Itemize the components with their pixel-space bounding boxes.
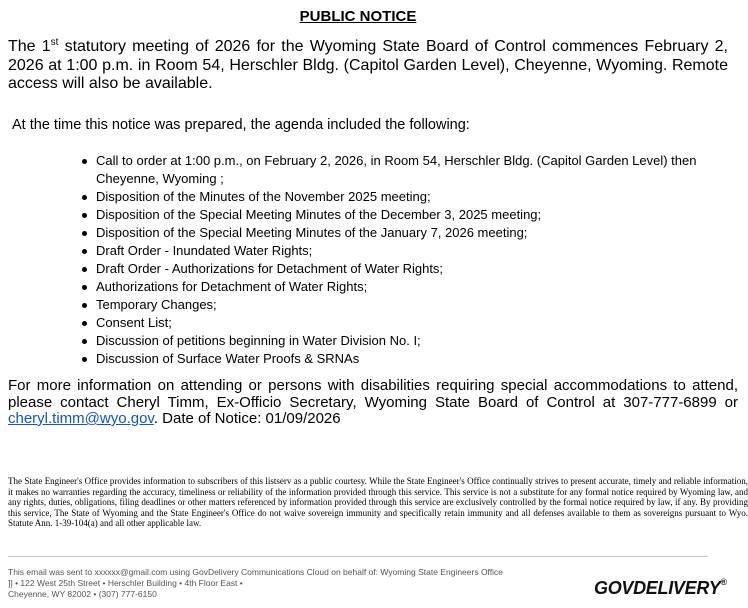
bullet: [82, 303, 87, 308]
bullet: [82, 285, 87, 290]
govdelivery-logo[interactable]: [594, 577, 727, 599]
logo-text: GOVDELIVERY: [594, 578, 721, 598]
agenda-item: [96, 224, 736, 242]
agenda-item: [96, 242, 736, 260]
bullet: [82, 249, 87, 254]
agenda-item-text: Disposition of the Special Meeting Minutes of the January 7, 2026 meeting;: [96, 225, 528, 240]
disclaimer: The State Engineer's Office provides information to subscribers of this listserv as a public courtesy. While the State Engineer's Office continually strives to present accurate, timely and reliable information, it makes no warranties regarding the accuracy, timeliness or reliability of the information provided through this service. This service is not a substitute for any formal notice required by Wyoming law, and any rights, duties, obligations, filing deadlines or other matters referenced by information provided through this service are exclusively controlled by the formal notice required by law, if any. By providing this service, The State of Wyoming and the State Engineer's Office do not waive sovereign immunity and specifically retain immunity and all defenses available to them as sovereigns pursuant to Wyo. Statute Ann. 1-39-104(a) and all other applicable law.: [8, 476, 748, 529]
agenda-item-text: Discussion of Surface Water Proofs & SRNAs: [96, 351, 360, 366]
agenda-item: [96, 278, 736, 296]
agenda-item-text: Disposition of the Minutes of the November 2025 meeting;: [96, 189, 431, 204]
agenda-item: [96, 332, 736, 350]
bullet: [82, 267, 87, 272]
agenda-item: [96, 296, 736, 314]
agenda-item-text: Authorizations for Detachment of Water Rights;: [96, 279, 368, 294]
bullet: [82, 321, 87, 326]
bullet: [82, 231, 87, 236]
intro-ordinal: st: [50, 37, 59, 48]
agenda-item-text: Draft Order - Authorizations for Detachment of Water Rights;: [96, 261, 444, 276]
registered-mark: ®: [720, 577, 727, 587]
contact-paragraph: [8, 378, 738, 428]
agenda-item: [96, 188, 736, 206]
notice-title: PUBLIC NOTICE: [299, 8, 417, 25]
agenda-item-text: Call to order at 1:00 p.m., on February 2, 2026, in Room 54, Herschler Bldg. (Capitol Garden Level) then Cheyenne, Wyoming ;: [96, 153, 697, 186]
intro-paragraph: [8, 38, 728, 94]
footer-divider: [8, 556, 708, 557]
agenda-item: [96, 206, 736, 224]
footer-line: ]] • 122 West 25th Street • Herschler Building • 4th Floor East •: [8, 578, 243, 588]
bullet: [82, 159, 87, 164]
notice-date: . Date of Notice: 01/09/2026: [153, 410, 341, 427]
agenda-item-text: Temporary Changes;: [96, 297, 217, 312]
agenda-item-text: Consent List;: [96, 315, 172, 330]
bullet: [82, 357, 87, 362]
agenda-item: [96, 314, 736, 332]
agenda-item-text: Disposition of the Special Meeting Minutes of the December 3, 2025 meeting;: [96, 207, 542, 222]
email-footer: [8, 567, 608, 600]
intro-text-start: The 1: [8, 38, 51, 55]
agenda-item-text: Discussion of petitions beginning in Water Division No. I;: [96, 333, 421, 348]
agenda-item: [96, 152, 736, 188]
footer-line: Cheyenne, WY 82002 • (307) 777-6150: [8, 589, 157, 599]
agenda-item: [96, 350, 736, 368]
bullet: [82, 213, 87, 218]
contact-email-link[interactable]: cheryl.timm@wyo.gov: [8, 410, 154, 427]
agenda-item-text: Draft Order - Inundated Water Rights;: [96, 243, 313, 258]
contact-text: For more information on attending or persons with disabilities requiring special accommodations to attend, please contact Cheryl Timm, Ex-Officio Secretary, Wyoming State Board of Control at 307-777-6899 or: [8, 377, 738, 411]
bullet: [82, 195, 87, 200]
agenda-list: [0, 152, 736, 368]
agenda-item: [96, 260, 736, 278]
footer-line: This email was sent to xxxxxx@gmail.com using GovDelivery Communications Cloud on behalf of: Wyoming State Engineers Office: [8, 567, 503, 577]
bullet: [82, 339, 87, 344]
agenda-intro: At the time this notice was prepared, the agenda included the following:: [12, 117, 470, 133]
intro-text-rest: statutory meeting of 2026 for the Wyoming State Board of Control commences February 2, 2026 at 1:00 p.m. in Room 54, Herschler Bldg. (Capitol Garden Level), Cheyenne, Wyoming. Remote access will also be available.: [8, 38, 728, 92]
